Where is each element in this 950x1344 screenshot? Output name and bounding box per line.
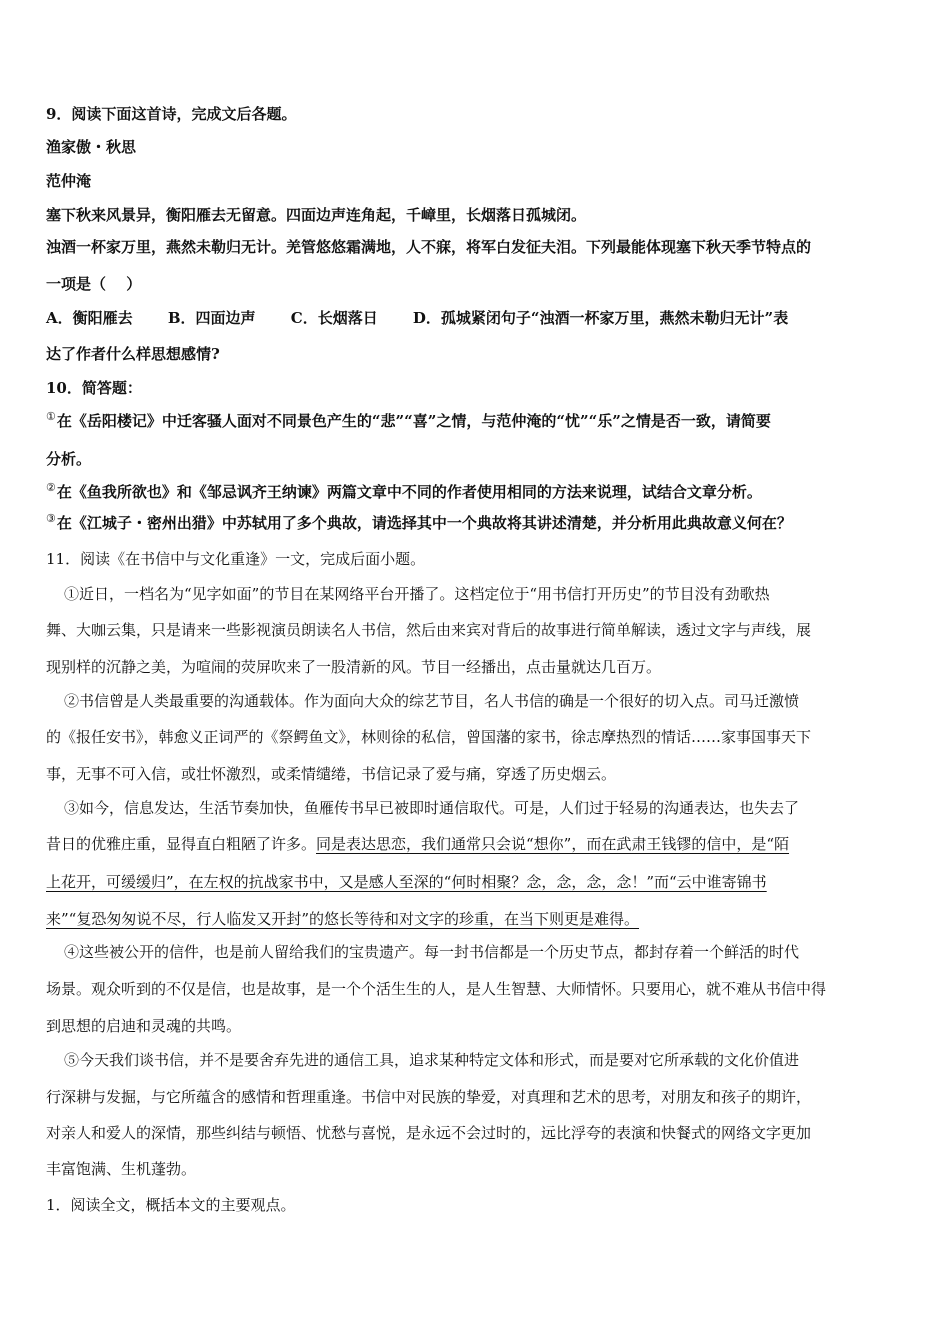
item-marker: ① xyxy=(46,410,56,423)
p4-line-3: 到思想的启迪和灵魂的共鸣。 xyxy=(46,1017,242,1035)
q10-item-2 xyxy=(46,481,762,502)
p2-line-1: ②书信曾是人类最重要的沟通载体。作为面向大众的综艺节目，名人书信的确是一个很好的切入点。司马迁激愤 xyxy=(64,692,800,710)
poem-author: 范仲淹 xyxy=(46,172,92,190)
p3-line-4-underlined: 来”“复恐匆匆说不尽，行人临发又开封”的悠长等待和对文字的珍重，在当下则更是难得。 xyxy=(46,910,640,928)
q10-item-3 xyxy=(46,512,792,533)
p5-line-1: ⑤今天我们谈书信，并不是要舍弃先进的通信工具，追求某种特定文体和形式，而是要对它所承载的文化价值进 xyxy=(64,1051,800,1069)
item-marker: ③ xyxy=(46,512,56,525)
q11-heading: 11．阅读《在书信中与文化重逢》一文，完成后面小题。 xyxy=(46,550,426,568)
item-marker: ② xyxy=(46,481,56,494)
q10-item-2-text: 在《鱼我所欲也》和《邹忌讽齐王纳谏》两篇文章中不同的作者使用相同的方法来说理，试结合文章分析。 xyxy=(56,483,762,501)
q9-question-stem: 一项是（ ） xyxy=(46,275,142,293)
p2-line-2: 的《报任安书》，韩愈义正词严的《祭鳄鱼文》，林则徐的私信，曾国藩的家书，徐志摩热烈的情话……家事国事天下 xyxy=(46,728,812,746)
q10-item-1 xyxy=(46,410,771,431)
poem-line-2: 浊酒一杯家万里，燕然未勒归无计。羌管悠悠霜满地，人不寐，将军白发征夫泪。下列最能体现塞下秋天季节特点的 xyxy=(46,238,812,256)
p3-line-3-underlined: 上花开，可缓缓归”，在左权的抗战家书中，又是感人至深的“何时相聚？念，念，念，念！”而“云中谁寄锦书 xyxy=(46,873,767,891)
p5-line-2: 行深耕与发掘，与它所蕴含的感情和哲理重逢。书信中对民族的挚爱，对真理和艺术的思考，对朋友和孩子的期许， xyxy=(46,1088,812,1106)
p4-line-2: 场景。观众听到的不仅是信，也是故事，是一个个活生生的人，是人生智慧、大师情怀。只要用心，就不难从书信中得 xyxy=(46,980,827,998)
p3-line-1: ③如今，信息发达，生活节奏加快，鱼雁传书早已被即时通信取代。可是，人们过于轻易的沟通表达，也失去了 xyxy=(64,799,800,817)
poem-title: 渔家傲・秋思 xyxy=(46,138,137,156)
q9-followup: 达了作者什么样思想感情? xyxy=(46,345,220,363)
p5-line-3: 对亲人和爱人的深情，那些纠结与顿悟、忧愁与喜悦，是永远不会过时的，远比浮夸的表演和快餐式的网络文字更加 xyxy=(46,1124,812,1142)
q10-item-1-cont: 分析。 xyxy=(46,450,92,468)
q10-heading: 10．简答题： xyxy=(46,379,142,397)
p3-underlined-start: 同是表达思恋，我们通常只会说“想你”，而在武肃王钱镠的信中，是“陌 xyxy=(316,835,790,853)
p3-line-2-plain: 昔日的优雅庄重，显得直白粗陋了许多。 xyxy=(46,835,317,853)
q10-item-3-text: 在《江城子・密州出猎》中苏轼用了多个典故，请选择其中一个典故将其讲述清楚，并分析用此典故意义何在？ xyxy=(56,514,792,532)
q9-heading: 9．阅读下面这首诗，完成文后各题。 xyxy=(46,105,297,123)
p3-line-2 xyxy=(46,833,789,854)
p4-line-1: ④这些被公开的信件，也是前人留给我们的宝贵遗产。每一封书信都是一个历史节点，都封存着一个鲜活的时代 xyxy=(64,943,800,961)
p2-line-3: 事，无事不可入信，或壮怀激烈，或柔情缱绻，书信记录了爱与痛，穿透了历史烟云。 xyxy=(46,765,617,783)
p5-line-4: 丰富饱满、生机蓬勃。 xyxy=(46,1160,197,1178)
q11-sub-1: 1．阅读全文，概括本文的主要观点。 xyxy=(46,1196,296,1214)
q10-item-1-text: 在《岳阳楼记》中迁客骚人面对不同景色产生的“悲”“喜”之情，与范仲淹的“忧”“乐”之情是否一致，请简要 xyxy=(56,412,771,430)
p1-line-2: 舞、大咖云集，只是请来一些影视演员朗读名人书信，然后由来宾对背后的故事进行简单解读，透过文字与声线，展 xyxy=(46,621,812,639)
p1-line-3: 现别样的沉静之美，为喧闹的荧屏吹来了一股清新的风。节目一经播出，点击量就达几百万。 xyxy=(46,658,662,676)
q9-options: A．衡阳雁去 B．四面边声 C．长烟落日 D．孤城紧闭句子“浊酒一杯家万里，燕然未勒归无计”表 xyxy=(46,309,789,327)
poem-line-1: 塞下秋来风景异，衡阳雁去无留意。四面边声连角起，千嶂里，长烟落日孤城闭。 xyxy=(46,206,587,224)
p1-line-1: ①近日，一档名为“见字如面”的节目在某网络平台开播了。这档定位于“用书信打开历史”的节目没有劲歌热 xyxy=(64,585,770,603)
